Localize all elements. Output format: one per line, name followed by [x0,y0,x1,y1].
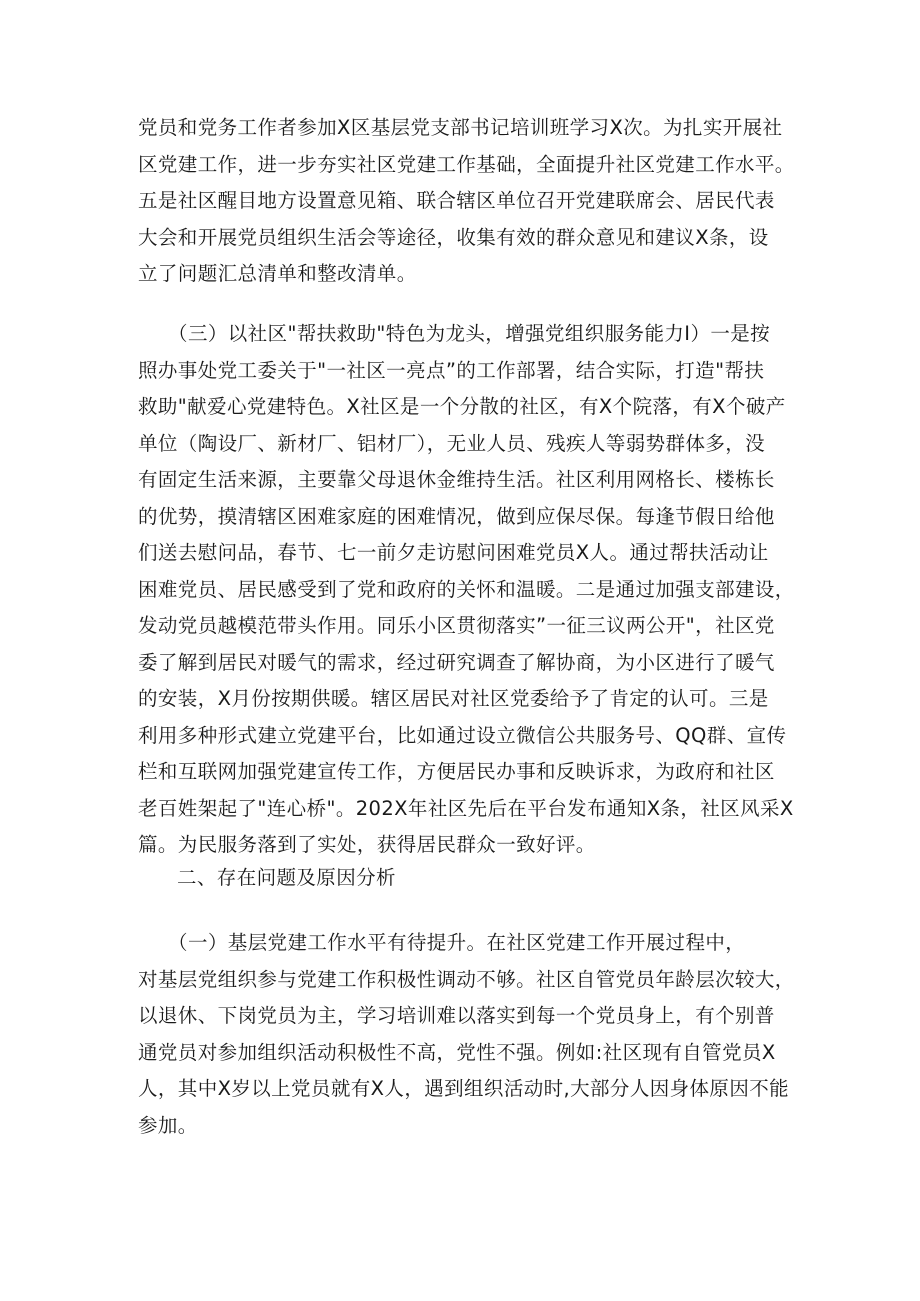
text-line: 利用多种形式建立党建平台，比如通过设立微信公共服务号、QQ群、宣传 [138,723,787,747]
text-line: 救助"献爱心党建特色。X社区是一个分散的社区，有X个院落，有X个破产 [138,395,786,418]
text-line: 党员和党务工作者参加X区基层党支部书记培训班学习X次。为扎实开展社 [138,116,783,139]
section-heading: 二、存在问题及原因分析 [177,866,396,889]
text-line: 照办事处党工委关于"一社区一亮点”的工作部署，结合实际，打造"帮扶 [138,358,765,382]
text-line: （一）基层党建工作水平有待提升。在社区党建工作开展过程中， [138,931,746,954]
text-line: 篇。为民服务落到了实处，获得居民群众一致好评。 [138,833,596,856]
text-line: 大会和开展党员组织生活会等途径，收集有效的群众意见和建议X条，设 [138,225,769,249]
text-line: 立了问题汇总清单和整改清单。 [138,262,417,285]
paragraph-3 [138,925,798,1144]
text-line: 以退休、下岗党员为主，学习培训难以落实到每一个党员身上，有个别普 [138,1004,775,1027]
text-line: 栏和互联网加强党建宣传工作，方便居民办事和反映诉求，为政府和社区 [138,760,775,783]
text-line: 困难党员、居民感受到了党和政府的关怀和温暖。二是通过加强支部建设， [138,577,795,601]
text-line: 发动党员越模范带头作用。同乐小区贯彻落实”一征三议两公开"，社区党 [138,614,775,637]
text-line: 们送去慰问品，春节、七一前夕走访慰问困难党员X人。通过帮扶活动让 [138,541,769,564]
text-line: 老百姓架起了"连心桥"。202X年社区先后在平台发布通知X条，社区风采X [138,796,794,820]
text-line: 参加。 [138,1113,198,1137]
text-line: 单位（陶设厂、新材厂、铝材厂），无业人员、残疾人等弱势群体多，没 [138,431,766,455]
text-line: 的优势，摸清辖区困难家庭的困难情况，做到应保尽保。每逢节假日给他 [138,504,775,528]
text-line: 通党员对参加组织活动积极性不高，党性不强。例如:社区现有自管党员X [138,1040,776,1064]
text-line: 五是社区醒目地方设置意见箱、联合辖区单位召开党建联席会、居民代表 [138,189,775,212]
text-line: 人，其中X岁以上党员就有X人，遇到组织活动时,大部分人因身体原因不能 [138,1077,790,1100]
paragraph-2 [138,316,798,864]
text-line: （三）以社区"帮扶救助"特色为龙头，增强党组织服务能力I）一是按 [138,322,771,345]
text-line: 的安装，X月份按期供暖。辖区居民对社区党委给予了肯定的认可。三是 [138,687,769,710]
text-line: 对基层党组织参与党建工作积极性调动不够。社区自管党员年龄层次较大， [138,967,795,991]
text-line: 区党建工作，进一步夯实社区党建工作基础，全面提升社区党建工作水平。 [138,152,795,176]
text-line: 有固定生活来源，主要靠父母退休金维持生活。社区利用网格长、楼栋长 [138,468,775,491]
text-line: 委了解到居民对暖气的需求，经过研究调查了解协商，为小区进行了暖气 [138,650,775,674]
paragraph-1 [138,110,798,293]
